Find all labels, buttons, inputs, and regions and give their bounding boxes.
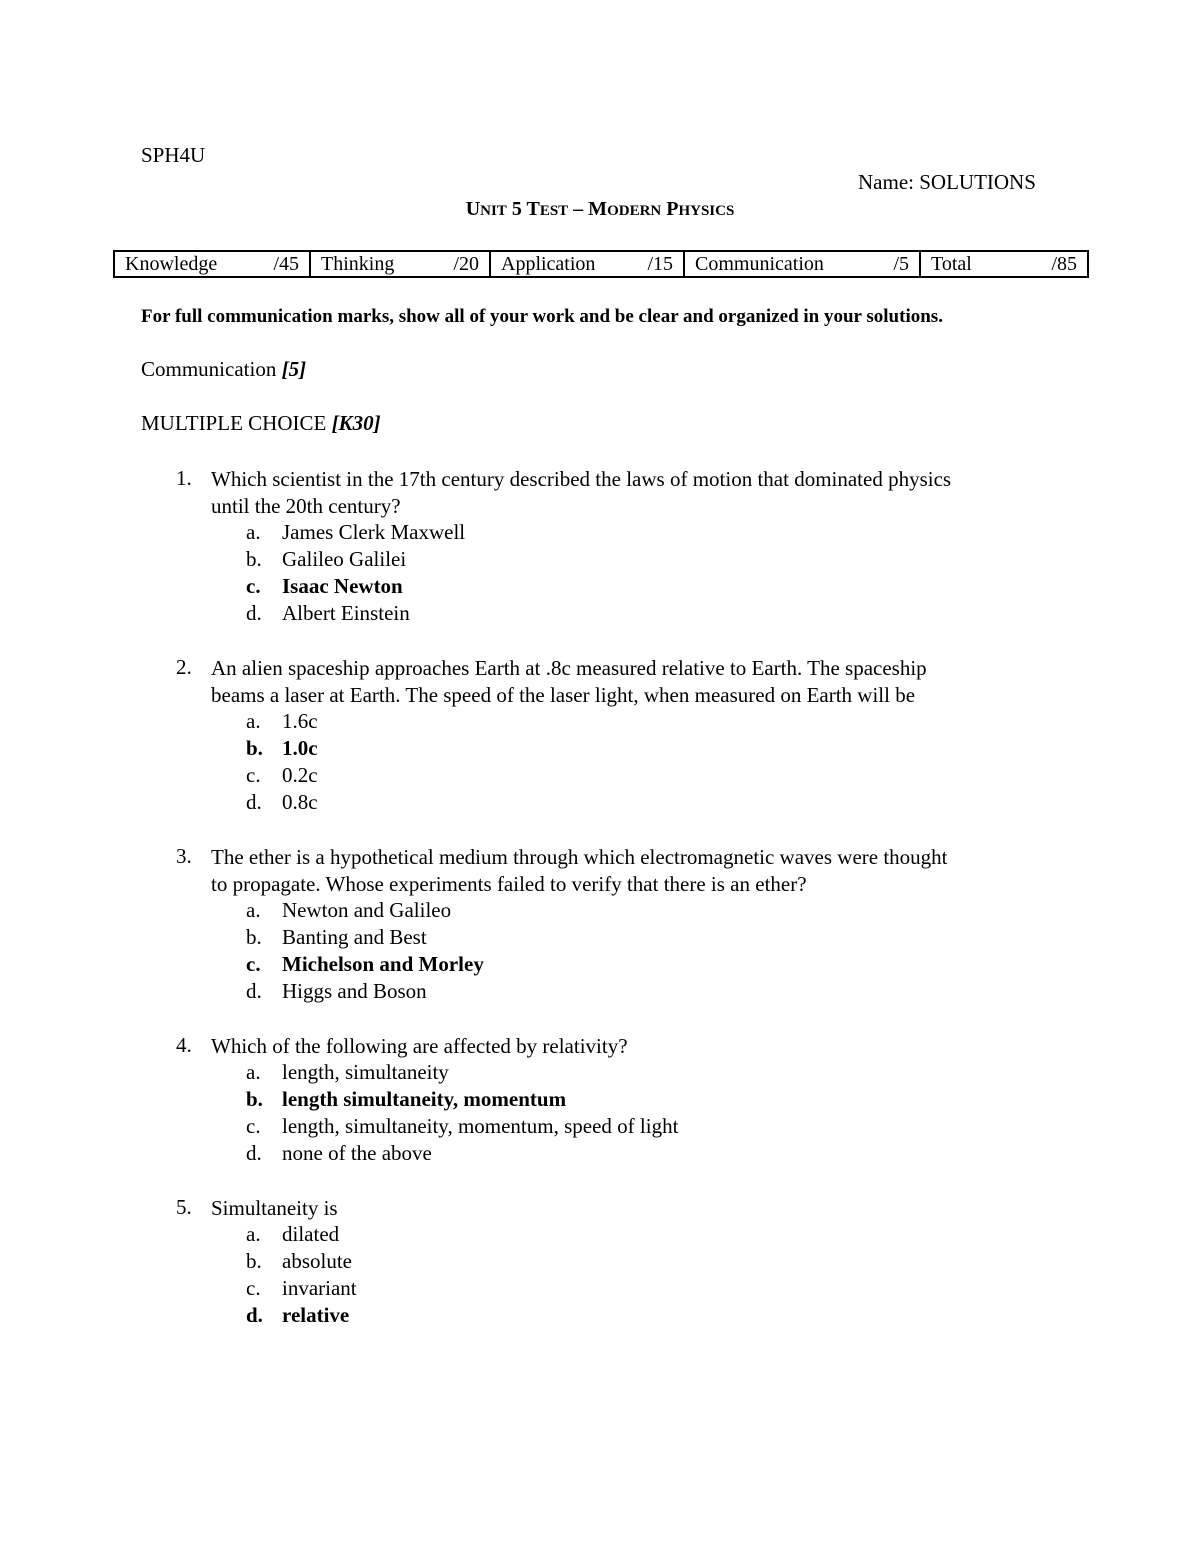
- test-title: [0, 198, 1200, 221]
- option-b-correct: [246, 736, 318, 761]
- marks-label: Application: [501, 252, 596, 275]
- option-letter: d.: [246, 601, 262, 625]
- option-text: 0.8c: [282, 790, 318, 814]
- title-part: EST: [539, 203, 569, 219]
- option-text: absolute: [282, 1249, 352, 1273]
- option-c-correct: [246, 574, 403, 599]
- option-text: Albert Einstein: [282, 601, 410, 625]
- marks-label: Total: [931, 252, 972, 275]
- option-letter: c.: [246, 952, 261, 976]
- option-letter: b.: [246, 736, 263, 760]
- question-number: 2.: [176, 655, 192, 679]
- option-letter: c.: [246, 763, 261, 787]
- option-text: Higgs and Boson: [282, 979, 427, 1003]
- course-code: SPH4U: [141, 143, 206, 167]
- marks-cell-communication: [684, 251, 920, 277]
- question-number: 1.: [176, 466, 192, 490]
- option-letter: a.: [246, 1222, 261, 1246]
- option-d: [246, 601, 410, 626]
- option-text: relative: [282, 1303, 350, 1327]
- option-c: [246, 1276, 357, 1301]
- stem-line: Which scientist in the 17th century described the laws of motion that dominated physics: [211, 467, 952, 491]
- option-a: [246, 1222, 339, 1247]
- multiple-choice-heading: [141, 411, 381, 436]
- communication-heading: [141, 357, 306, 382]
- option-text: James Clerk Maxwell: [282, 520, 466, 544]
- instructions: For full communication marks, show all of your work and be clear and organized in your solutions.: [141, 306, 943, 327]
- option-c-correct: [246, 952, 484, 977]
- question-number: 4.: [176, 1033, 192, 1057]
- option-d: [246, 1141, 432, 1166]
- option-text: 0.2c: [282, 763, 318, 787]
- option-text: length, simultaneity, momentum, speed of light: [282, 1114, 679, 1138]
- marks-row: [114, 251, 1088, 277]
- title-part: P: [661, 198, 679, 220]
- option-letter: d.: [246, 1303, 263, 1327]
- option-letter: d.: [246, 979, 262, 1003]
- option-letter: c.: [246, 1276, 261, 1300]
- student-name: Name: SOLUTIONS: [858, 170, 1036, 194]
- title-part: NIT: [480, 203, 507, 219]
- question-stem: [211, 655, 927, 709]
- stem-line: An alien spaceship approaches Earth at .8c measured relative to Earth. The spaceship: [211, 656, 927, 680]
- option-b-correct: [246, 1087, 566, 1112]
- option-text: Newton and Galileo: [282, 898, 452, 922]
- option-d: [246, 979, 427, 1004]
- option-c: [246, 763, 318, 788]
- option-a: [246, 898, 451, 923]
- marks-label: Knowledge: [125, 252, 218, 275]
- marks-out-of: /20: [453, 252, 479, 275]
- option-c: [246, 1114, 678, 1139]
- option-text: none of the above: [282, 1141, 432, 1165]
- title-part: U: [465, 198, 481, 220]
- stem-line: beams a laser at Earth. The speed of the laser light, when measured on Earth will be: [211, 683, 916, 707]
- title-part: 5 T: [506, 198, 540, 220]
- question-stem: [211, 1033, 628, 1060]
- option-text: Galileo Galilei: [282, 547, 407, 571]
- marks-table: [113, 250, 1089, 278]
- marks-label: Thinking: [321, 252, 395, 275]
- stem-line: The ether is a hypothetical medium through which electromagnetic waves were thought: [211, 845, 948, 869]
- question-number: 5.: [176, 1195, 192, 1219]
- option-text: length simultaneity, momentum: [282, 1087, 567, 1111]
- option-a: [246, 520, 465, 545]
- communication-marks: [5]: [281, 357, 307, 381]
- option-text: 1.0c: [282, 736, 318, 760]
- option-letter: b.: [246, 547, 262, 571]
- multiple-choice-marks: [K30]: [331, 411, 381, 435]
- option-letter: d.: [246, 790, 262, 814]
- option-text: Isaac Newton: [282, 574, 403, 598]
- multiple-choice-label: MULTIPLE CHOICE: [141, 411, 332, 435]
- option-d-correct: [246, 1303, 349, 1328]
- communication-label: Communication: [141, 357, 282, 381]
- option-a: [246, 709, 318, 734]
- marks-cell-thinking: [310, 251, 490, 277]
- option-text: Michelson and Morley: [282, 952, 484, 976]
- stem-line: Simultaneity is: [211, 1196, 338, 1220]
- stem-line: until the 20th century?: [211, 494, 401, 518]
- marks-label: Communication: [695, 252, 824, 275]
- option-letter: a.: [246, 709, 261, 733]
- marks-out-of: /85: [1051, 252, 1077, 275]
- option-text: 1.6c: [282, 709, 318, 733]
- option-b: [246, 925, 427, 950]
- marks-out-of: /5: [893, 252, 909, 275]
- option-letter: a.: [246, 1060, 261, 1084]
- marks-cell-knowledge: [114, 251, 310, 277]
- title-part: ODERN: [607, 203, 662, 219]
- option-text: invariant: [282, 1276, 357, 1300]
- option-letter: a.: [246, 898, 261, 922]
- option-letter: d.: [246, 1141, 262, 1165]
- option-letter: a.: [246, 520, 261, 544]
- marks-cell-application: [490, 251, 684, 277]
- option-text: dilated: [282, 1222, 340, 1246]
- question-stem: [211, 1195, 338, 1222]
- option-letter: b.: [246, 1087, 263, 1111]
- option-text: Banting and Best: [282, 925, 427, 949]
- title-part: HYSICS: [678, 203, 735, 219]
- question-number: 3.: [176, 844, 192, 868]
- question-stem: [211, 466, 951, 520]
- title-part: – M: [568, 198, 608, 220]
- option-d: [246, 790, 318, 815]
- option-letter: c.: [246, 574, 261, 598]
- option-letter: c.: [246, 1114, 261, 1138]
- option-b: [246, 547, 406, 572]
- marks-out-of: /45: [273, 252, 299, 275]
- stem-line: Which of the following are affected by relativity?: [211, 1034, 628, 1058]
- option-letter: b.: [246, 925, 262, 949]
- option-b: [246, 1249, 352, 1274]
- marks-cell-total: [920, 251, 1088, 277]
- option-letter: b.: [246, 1249, 262, 1273]
- stem-line: to propagate. Whose experiments failed to verify that there is an ether?: [211, 872, 807, 896]
- marks-out-of: /15: [647, 252, 673, 275]
- option-text: length, simultaneity: [282, 1060, 449, 1084]
- question-stem: [211, 844, 948, 898]
- option-a: [246, 1060, 449, 1085]
